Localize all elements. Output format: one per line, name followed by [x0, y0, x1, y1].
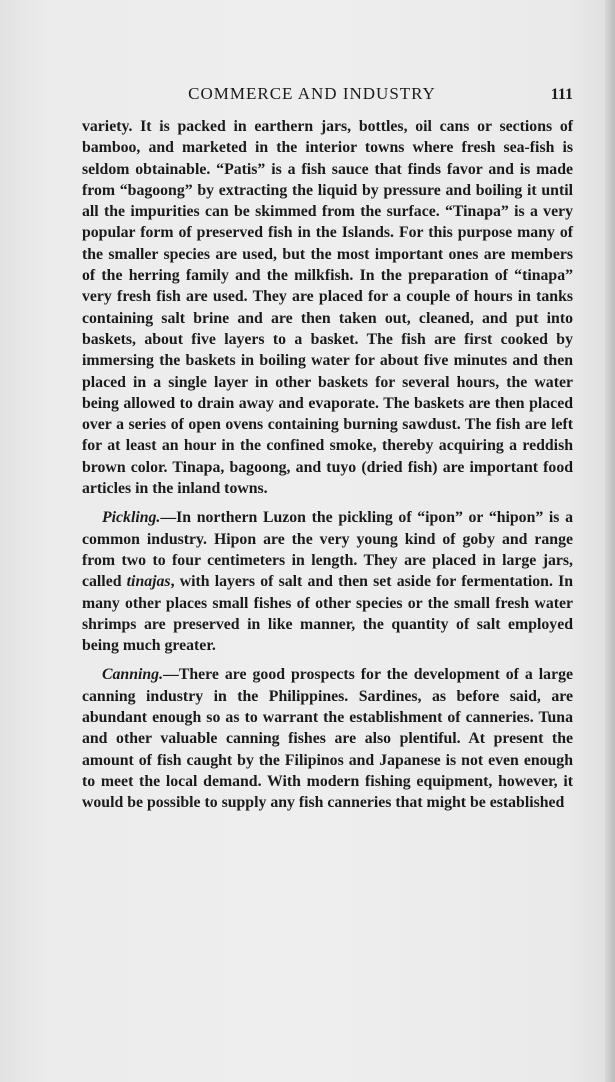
pickling-text-end: , with layers of salt and then set aside for fermentation. In many other places small fishes of other species or the small fresh water shrimps are preserved in like manner, the quantity of salt employed being much greater. [82, 573, 574, 655]
pickling-text-start: —In northern Luzon the pickling of “ipon” or “hipon” is a common industry. Hipon are the very young kind of goby and range from two to four centimeters in length. They are placed in large jars, called [82, 509, 573, 591]
running-title: COMMERCE AND INDUSTRY [188, 84, 436, 103]
paragraph-preserved-fish: variety. It is packed in earthern jars, bottles, oil cans or sections of bamboo, and marketed in the interior towns where fresh sea-fish is seldom obtainable. “Patis” is a fish sauce that finds favor and is made from “bagoong” by extracting the liquid by pressure and boiling it until all the impurities can be skimmed from the surface. “Tinapa” is a very popular form of preserved fish in the Islands. For this purpose many of the smaller species are used, but the most important ones are members of the herring family and the milkfish. In the preparation of “tinapa” very fresh fish are used. They are placed for a couple of hours in tanks containing salt brine and are then taken out, cleaned, and put into baskets, about five layers to a basket. The fish are first cooked by immersing the baskets in boiling water for about five minutes and then placed in a single layer in other baskets for several hours, the water being allowed to drain away and evaporate. The baskets are then placed over a series of open ovens containing burning sawdust. The fish are left for at least an hour in the confined smoke, thereby acquiring a reddish brown color. Tinapa, bagoong, and tuyo (dried fish) are important food articles in the inland towns. [82, 118, 573, 498]
paragraph-pickling [82, 507, 573, 656]
body-text [82, 116, 573, 814]
canning-text: —There are good prospects for the development of a large canning industry in the Philippines. Sardines, as before said, are abundant enough so as to warrant the establishment of canneries. Tuna and other valuable canning fishes are also plentiful. At present the amount of fish caught by the Filipinos and Japanese is not even enough to meet the local demand. With modern fishing equipment, however, it would be possible to supply any fish canneries that might be established [82, 666, 573, 812]
running-header [82, 84, 573, 108]
section-heading-canning: Canning. [102, 666, 164, 684]
page-number: 111 [550, 86, 573, 103]
term-tinajas: tinajas [126, 573, 171, 591]
page-edge [605, 0, 615, 1082]
paragraph-canning [82, 664, 573, 813]
section-heading-pickling: Pickling. [102, 509, 161, 527]
